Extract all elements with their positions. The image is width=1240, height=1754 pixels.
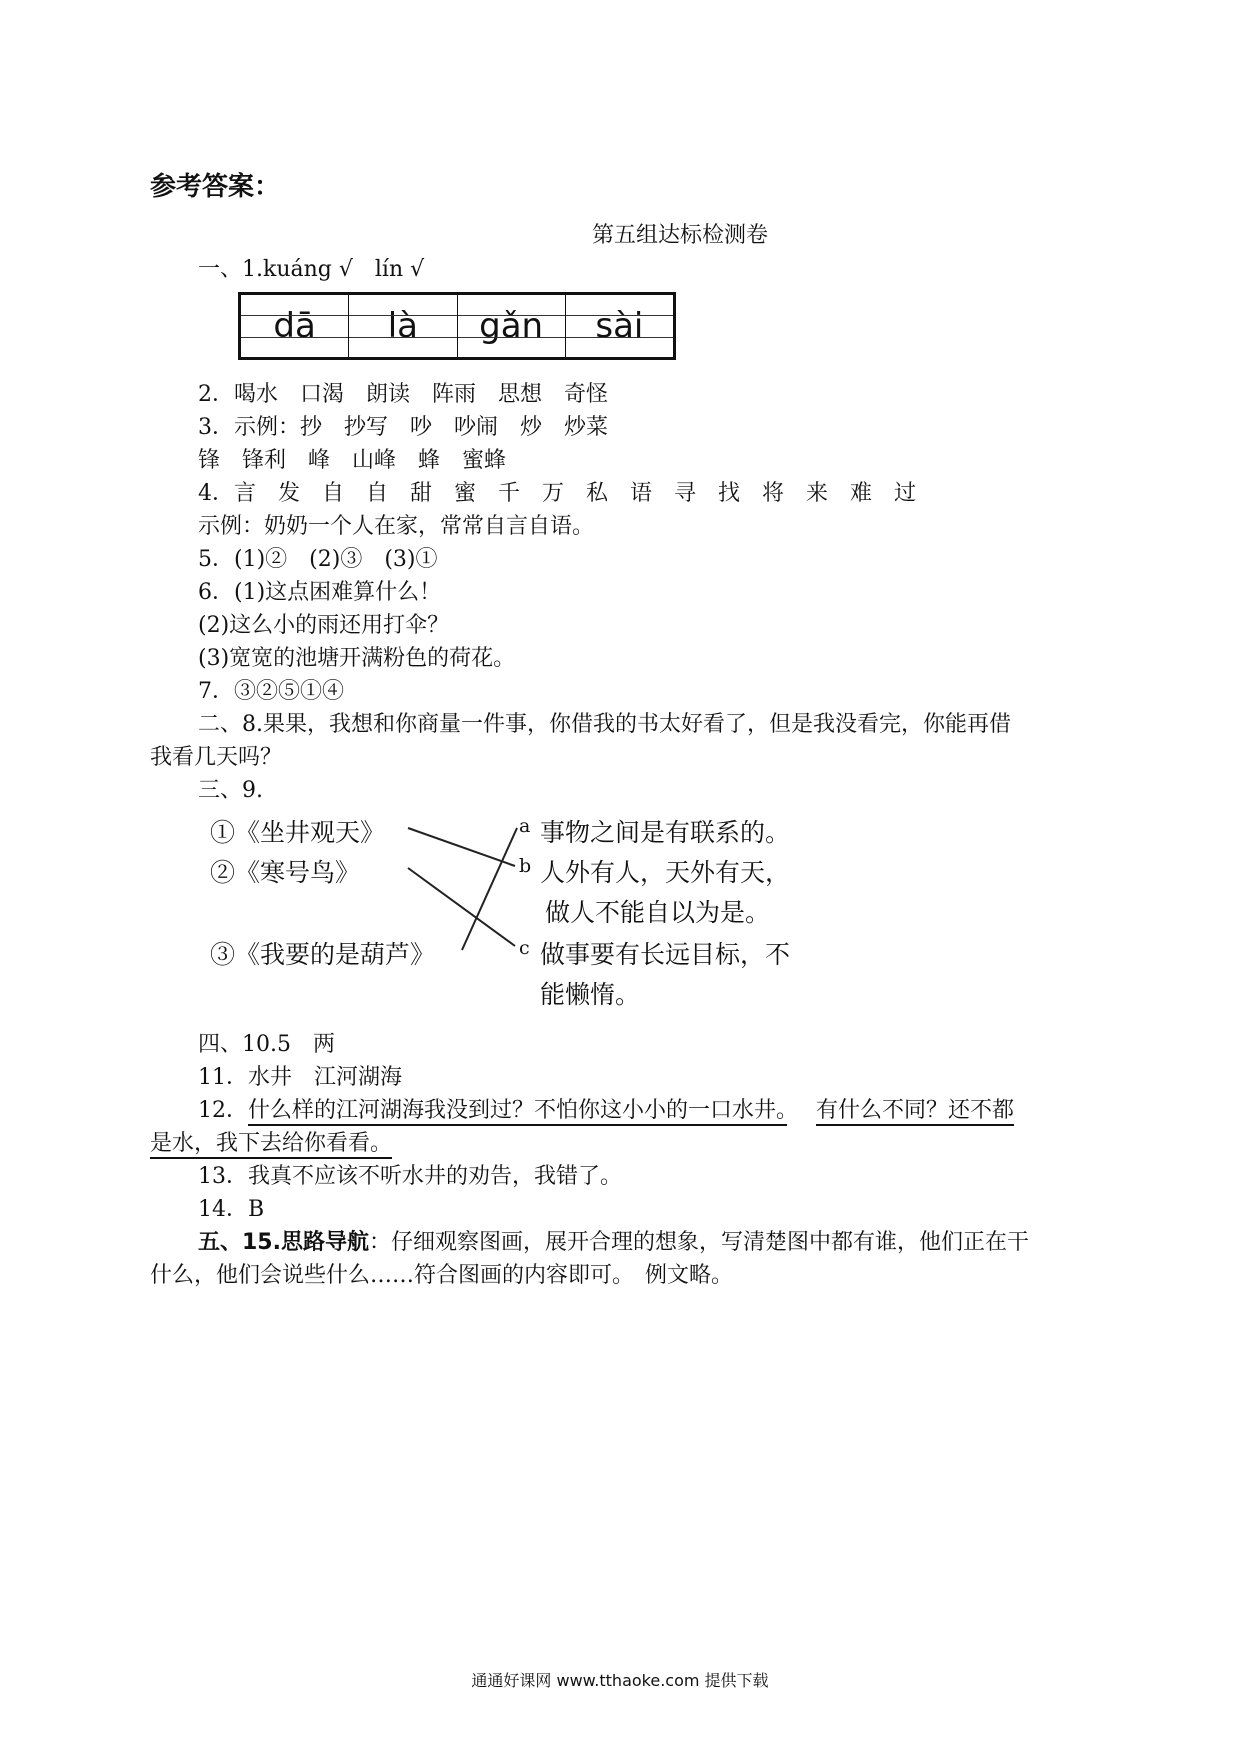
match-right-c-line1: 做事要有长远目标，不 (540, 940, 791, 969)
match-right-c-line2: 能懒惰。 (540, 980, 641, 1009)
q12-answer-line1 (198, 1093, 1014, 1124)
q8-answer-line2: 我看几天吗？ (150, 745, 283, 770)
q11-answer: 11．水井 江河湖海 (198, 1065, 402, 1090)
q13-answer: 13．我真不应该不听水井的劝告，我错了。 (198, 1164, 622, 1189)
q6-answer-line3: (3)宽宽的池塘开满粉色的荷花。 (198, 646, 516, 671)
q5-answer: 5．(1)② (2)③ (3)① (198, 547, 438, 572)
q12-underlined-1: 什么样的江河湖海我没到过？不怕你这小小的一口水井。 (248, 1098, 787, 1126)
pinyin-text: dā (273, 306, 316, 346)
q3-answer-line1: 3．示例：抄 抄写 吵 吵闹 炒 炒菜 (198, 415, 608, 440)
q8-answer-line1: 二、8.果果，我想和你商量一件事，你借我的书太好看了，但是我没看完，你能再借 (198, 712, 1011, 737)
pinyin-text: sài (595, 306, 644, 346)
match-line-1-b (408, 828, 515, 866)
match-left-1: ①《坐井观天》 (210, 818, 386, 847)
q2-answer: 2．喝水 口渴 朗读 阵雨 思想 奇怪 (198, 382, 608, 407)
match-letter-c: c (519, 937, 530, 959)
page-heading: 参考答案： (150, 172, 281, 202)
exam-title: 第五组达标检测卷 (591, 223, 768, 248)
q12-underlined-2: 有什么不同？还不都 (816, 1098, 1014, 1126)
pinyin-text: là (387, 306, 419, 346)
match-letter-b: b (519, 855, 532, 877)
page-footer: 通通好课网 www.tthaoke.com 提供下载 (471, 1671, 769, 1690)
match-letter-a: a (519, 815, 531, 837)
q3-answer-line2: 锋 锋利 峰 山峰 蜂 蜜蜂 (198, 448, 507, 473)
q6-answer-line2: (2)这么小的雨还用打伞？ (198, 613, 450, 638)
q1-intro: 一、1.kuáng √ lín √ (198, 257, 425, 282)
q12-answer-line2 (150, 1126, 392, 1157)
q14-answer: 14．B (198, 1197, 265, 1222)
q15-text: ：仔细观察图画，展开合理的想象，写清楚图中都有谁，他们正在干 (368, 1230, 1029, 1255)
match-line-3-a (462, 828, 517, 950)
q10-answer: 四、10.5 两 (198, 1032, 335, 1057)
q6-answer-line1: 6．(1)这点困难算什么！ (198, 580, 442, 605)
match-left-3: ③《我要的是葫芦》 (210, 940, 436, 969)
q7-answer: 7．③②⑤①④ (198, 679, 344, 704)
match-line-2-c (408, 868, 515, 946)
q15-answer-line2: 什么，他们会说些什么……符合图画的内容即可。 例文略。 (150, 1263, 734, 1288)
match-left-2: ②《寒号鸟》 (210, 858, 361, 887)
q12-underlined-3: 是水，我下去给你看看。 (150, 1131, 392, 1159)
q15-label: 五、15.思路导航 (198, 1230, 369, 1255)
match-right-b-line2: 做人不能自以为是。 (545, 898, 771, 927)
q15-answer-line1 (198, 1225, 1029, 1256)
match-right-b-line1: 人外有人，天外有天， (540, 858, 791, 887)
pinyin-text: gǎn (479, 306, 544, 346)
q9-label: 三、9. (198, 778, 263, 803)
q4-answer-line2: 示例：奶奶一个人在家，常常自言自语。 (198, 514, 595, 539)
q12-prefix: 12． (198, 1098, 248, 1123)
q4-answer-line1: 4．言 发 自 自 甜 蜜 千 万 私 语 寻 找 将 来 难 过 (198, 481, 916, 506)
match-right-a: 事物之间是有联系的。 (540, 818, 791, 847)
